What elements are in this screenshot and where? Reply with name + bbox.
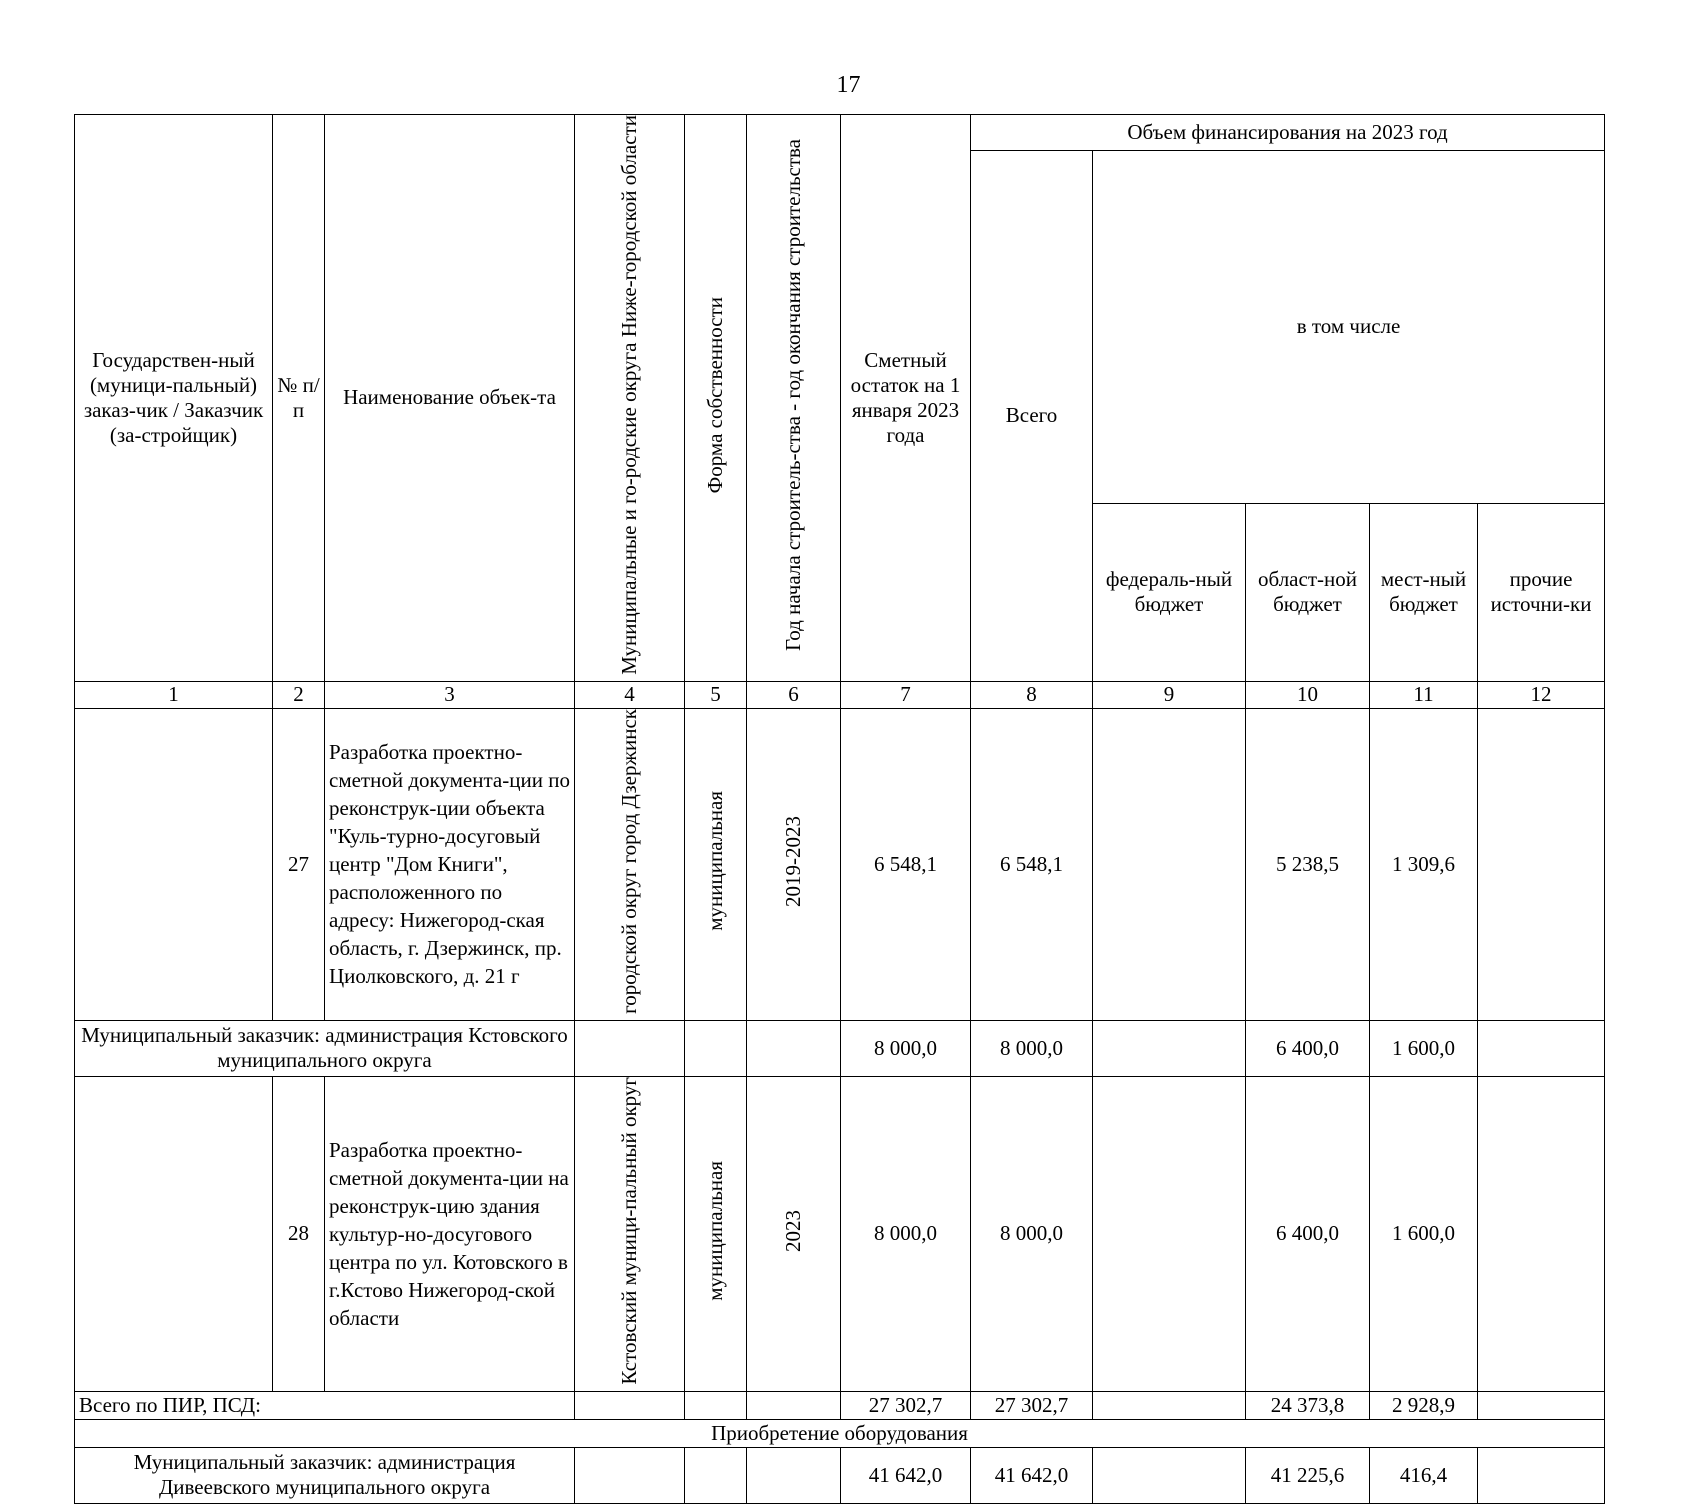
total-pir-remaining: 27 302,7 <box>841 1391 971 1419</box>
header-years-text: Год начала строитель-ства - год окончания строительства <box>780 138 805 651</box>
table-row-28 <box>75 1076 1605 1391</box>
row28-years <box>747 1076 841 1391</box>
colnum-4: 4 <box>575 681 685 708</box>
kstovo-district <box>575 1020 685 1076</box>
row28-customer <box>75 1076 273 1391</box>
diveevo-federal <box>1093 1447 1246 1503</box>
colnum-11: 11 <box>1370 681 1478 708</box>
colnum-7: 7 <box>841 681 971 708</box>
row28-ownership <box>685 1076 747 1391</box>
column-numbers-row <box>75 681 1605 708</box>
header-customer: Государствен-ный (муници-пальный) заказ-чик / Заказчик (за-стройщик) <box>75 115 273 682</box>
row27-remaining: 6 548,1 <box>841 708 971 1020</box>
header-object-name: Наименование объек-та <box>325 115 575 682</box>
diveevo-district <box>575 1447 685 1503</box>
table-row-27 <box>75 708 1605 1020</box>
total-pir-district <box>575 1391 685 1419</box>
page-number: 17 <box>836 72 861 98</box>
row27-ownership <box>685 708 747 1020</box>
diveevo-ownership <box>685 1447 747 1503</box>
colnum-9: 9 <box>1093 681 1246 708</box>
row28-other <box>1478 1076 1605 1391</box>
diveevo-regional: 41 225,6 <box>1246 1447 1370 1503</box>
diveevo-total: 41 642,0 <box>971 1447 1093 1503</box>
kstovo-federal <box>1093 1020 1246 1076</box>
kstovo-other <box>1478 1020 1605 1076</box>
header-num: № п/п <box>273 115 325 682</box>
row28-local: 1 600,0 <box>1370 1076 1478 1391</box>
colnum-3: 3 <box>325 681 575 708</box>
kstovo-local: 1 600,0 <box>1370 1020 1478 1076</box>
total-pir-other <box>1478 1391 1605 1419</box>
row27-ownership-text: муниципальная <box>702 791 727 932</box>
row28-district-text: Кстовский муници-пальный округ <box>616 1076 641 1385</box>
row27-object: Разработка проектно-сметной документа-ции по реконструк-ции объекта "Куль-турно-досуговый центр "Дом Книги", расположенного по адресу: Нижегород-ская область, г. Дзержинск, пр. Циолковского, д. 21 г <box>325 708 575 1020</box>
kstovo-total: 8 000,0 <box>971 1020 1093 1076</box>
diveevo-years <box>747 1447 841 1503</box>
header-years <box>747 115 841 682</box>
colnum-8: 8 <box>971 681 1093 708</box>
header-federal: федераль-ный бюджет <box>1093 503 1246 681</box>
total-pir-ownership <box>685 1391 747 1419</box>
kstovo-ownership <box>685 1020 747 1076</box>
row28-federal <box>1093 1076 1246 1391</box>
total-pir-local: 2 928,9 <box>1370 1391 1478 1419</box>
kstovo-customer-row <box>75 1020 1605 1076</box>
kstovo-years <box>747 1020 841 1076</box>
row28-remaining: 8 000,0 <box>841 1076 971 1391</box>
colnum-5: 5 <box>685 681 747 708</box>
row27-years <box>747 708 841 1020</box>
row27-other <box>1478 708 1605 1020</box>
header-regional: област-ной бюджет <box>1246 503 1370 681</box>
colnum-10: 10 <box>1246 681 1370 708</box>
header-districts-text: Муниципальные и го-родские округа Ниже-городской области <box>616 115 641 675</box>
row28-district <box>575 1076 685 1391</box>
header-districts <box>575 115 685 682</box>
total-pir-federal <box>1093 1391 1246 1419</box>
row27-customer <box>75 708 273 1020</box>
header-ownership <box>685 115 747 682</box>
diveevo-remaining: 41 642,0 <box>841 1447 971 1503</box>
financing-table <box>74 114 1605 1504</box>
row27-num: 27 <box>273 708 325 1020</box>
row28-total: 8 000,0 <box>971 1076 1093 1391</box>
diveevo-other <box>1478 1447 1605 1503</box>
section-row <box>75 1419 1605 1447</box>
total-pir-total: 27 302,7 <box>971 1391 1093 1419</box>
row27-district-text: городской округ город Дзержинск <box>616 708 641 1014</box>
row27-federal <box>1093 708 1246 1020</box>
total-pir-label: Всего по ПИР, ПСД: <box>75 1391 575 1419</box>
row28-regional: 6 400,0 <box>1246 1076 1370 1391</box>
total-pir-row <box>75 1391 1605 1419</box>
row28-object: Разработка проектно-сметной документа-ции на реконструк-цию здания культур-но-досугового центра по ул. Котовского в г.Кстово Нижегород-ской области <box>325 1076 575 1391</box>
diveevo-customer-label: Муниципальный заказчик: администрация Дивеевского муниципального округа <box>75 1447 575 1503</box>
colnum-2: 2 <box>273 681 325 708</box>
row27-local: 1 309,6 <box>1370 708 1478 1020</box>
kstovo-remaining: 8 000,0 <box>841 1020 971 1076</box>
header-ownership-text: Форма собственности <box>702 296 727 494</box>
colnum-12: 12 <box>1478 681 1605 708</box>
header-total: Всего <box>971 151 1093 682</box>
total-pir-regional: 24 373,8 <box>1246 1391 1370 1419</box>
row28-ownership-text: муниципальная <box>702 1160 727 1301</box>
row27-years-text: 2019-2023 <box>780 815 805 907</box>
colnum-1: 1 <box>75 681 273 708</box>
header-local: мест-ный бюджет <box>1370 503 1478 681</box>
kstovo-customer-label: Муниципальный заказчик: администрация Кстовского муниципального округа <box>75 1020 575 1076</box>
row28-years-text: 2023 <box>780 1209 805 1252</box>
row27-total: 6 548,1 <box>971 708 1093 1020</box>
header-other: прочие источни-ки <box>1478 503 1605 681</box>
section-title: Приобретение оборудования <box>75 1419 1605 1447</box>
row27-district <box>575 708 685 1020</box>
row27-regional: 5 238,5 <box>1246 708 1370 1020</box>
total-pir-years <box>747 1391 841 1419</box>
diveevo-local: 416,4 <box>1370 1447 1478 1503</box>
header-including: в том числе <box>1093 151 1605 504</box>
diveevo-customer-row <box>75 1447 1605 1503</box>
header-financing: Объем финансирования на 2023 год <box>971 115 1605 151</box>
kstovo-regional: 6 400,0 <box>1246 1020 1370 1076</box>
row28-num: 28 <box>273 1076 325 1391</box>
header-remaining: Сметный остаток на 1 января 2023 года <box>841 115 971 682</box>
colnum-6: 6 <box>747 681 841 708</box>
